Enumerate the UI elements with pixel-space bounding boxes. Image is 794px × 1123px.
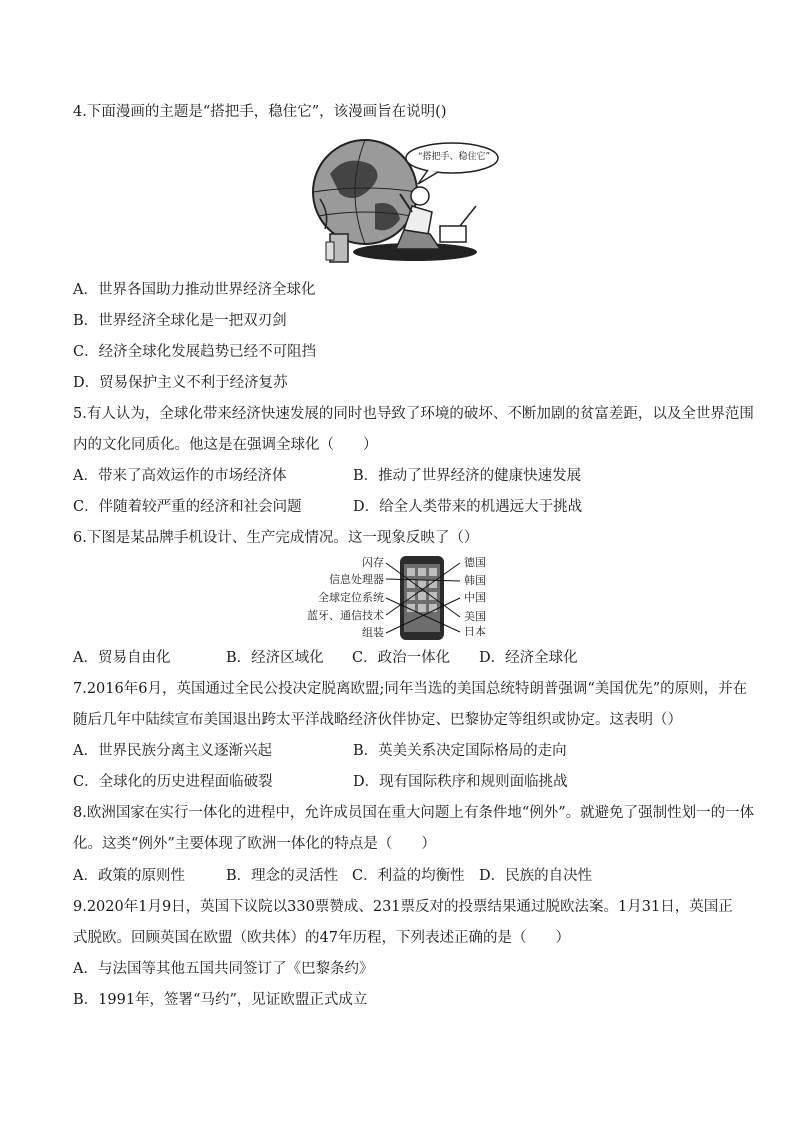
q5-option-c: C．伴随着较严重的经济和社会问题 xyxy=(73,499,302,515)
q9-option-a: A．与法国等其他五国共同签订了《巴黎条约》 xyxy=(73,961,374,977)
q7-option-d: D．现有国际秩序和规则面临挑战 xyxy=(353,774,568,790)
q8-option-b: B．理念的灵活性 xyxy=(226,868,339,884)
q8-stem-line2: 化。这类“例外”主要体现了欧洲一体化的特点是（ ） xyxy=(73,836,436,852)
q5-stem-line1: 5.有人认为，全球化带来经济快速发展的同时也导致了环境的破坏、不断加剧的贫富差距，以及全世界范围 xyxy=(73,406,754,422)
q7-option-c: C．全球化的历史进程面临破裂 xyxy=(73,774,273,790)
phone-country-japan: 日本 xyxy=(464,625,486,638)
q4-stem: 4.下面漫画的主题是“搭把手，稳住它”，该漫画旨在说明() xyxy=(73,104,447,120)
q5-stem-line2: 内的文化同质化。他这是在强调全球化（ ） xyxy=(73,437,378,453)
q4-cartoon xyxy=(300,134,500,264)
phone-country-germany: 德国 xyxy=(464,556,486,569)
q7-stem-line2: 随后几年中陆续宣布美国退出跨太平洋战略经济伙伴协定、巴黎协定等组织或协定。这表明（） xyxy=(73,712,682,728)
phone-label-flash: 闪存 xyxy=(362,556,384,569)
q9-option-b: B．1991年，签署“马约”，见证欧盟正式成立 xyxy=(73,992,368,1008)
q6-option-a: A．贸易自由化 xyxy=(73,650,171,666)
q6-phone-diagram xyxy=(300,554,500,644)
q6-option-c: C．政治一体化 xyxy=(352,650,451,666)
phone-label-bluetooth: 蓝牙、通信技术 xyxy=(307,609,384,622)
q4-option-b: B．世界经济全球化是一把双刃剑 xyxy=(73,313,287,329)
phone-country-usa: 美国 xyxy=(464,610,486,623)
phone-country-korea: 韩国 xyxy=(464,574,486,587)
q4-option-a: A．世界各国助力推动世界经济全球化 xyxy=(73,282,316,298)
q6-option-d: D．经济全球化 xyxy=(479,650,578,666)
q8-option-d: D．民族的自决性 xyxy=(479,868,593,884)
q7-option-a: A．世界民族分离主义逐渐兴起 xyxy=(73,743,272,759)
phone-label-processor: 信息处理器 xyxy=(329,573,384,586)
q9-stem-line1: 9.2020年1月9日，英国下议院以330票赞成、231票反对的投票结果通过脱欧法案。1月31日，英国正 xyxy=(73,899,733,915)
q6-stem: 6.下图是某品牌手机设计、生产完成情况。这一现象反映了（） xyxy=(73,530,479,546)
q8-option-a: A．政策的原则性 xyxy=(73,868,185,884)
q6-option-b: B．经济区域化 xyxy=(226,650,324,666)
q7-option-b: B．英美关系决定国际格局的走向 xyxy=(353,743,567,759)
q8-option-c: C．利益的均衡性 xyxy=(352,868,465,884)
q8-stem-line1: 8.欧洲国家在实行一体化的进程中，允许成员国在重大问题上有条件地“例外”。就避免了强制性划一的一体 xyxy=(73,805,755,821)
speech-bubble-text: “搭把手、稳住它” xyxy=(417,152,491,162)
q4-option-d: D．贸易保护主义不利于经济复苏 xyxy=(73,375,288,391)
phone-label-assembly: 组装 xyxy=(362,626,384,639)
q4-option-c: C．经济全球化发展趋势已经不可阻挡 xyxy=(73,344,317,360)
q5-option-b: B．推动了世界经济的健康快速发展 xyxy=(353,468,582,484)
phone-country-china: 中国 xyxy=(464,591,486,604)
q7-stem-line1: 7.2016年6月，英国通过全民公投决定脱离欧盟;同年当选的美国总统特朗普强调“美国优先”的原则，并在 xyxy=(73,681,748,697)
q5-option-a: A．带来了高效运作的市场经济体 xyxy=(73,468,287,484)
q5-option-d: D．给全人类带来的机遇远大于挑战 xyxy=(353,499,583,515)
phone-label-gps: 全球定位系统 xyxy=(318,591,384,604)
q9-stem-line2: 式脱欧。回顾英国在欧盟（欧共体）的47年历程，下列表述正确的是（ ） xyxy=(73,930,570,946)
